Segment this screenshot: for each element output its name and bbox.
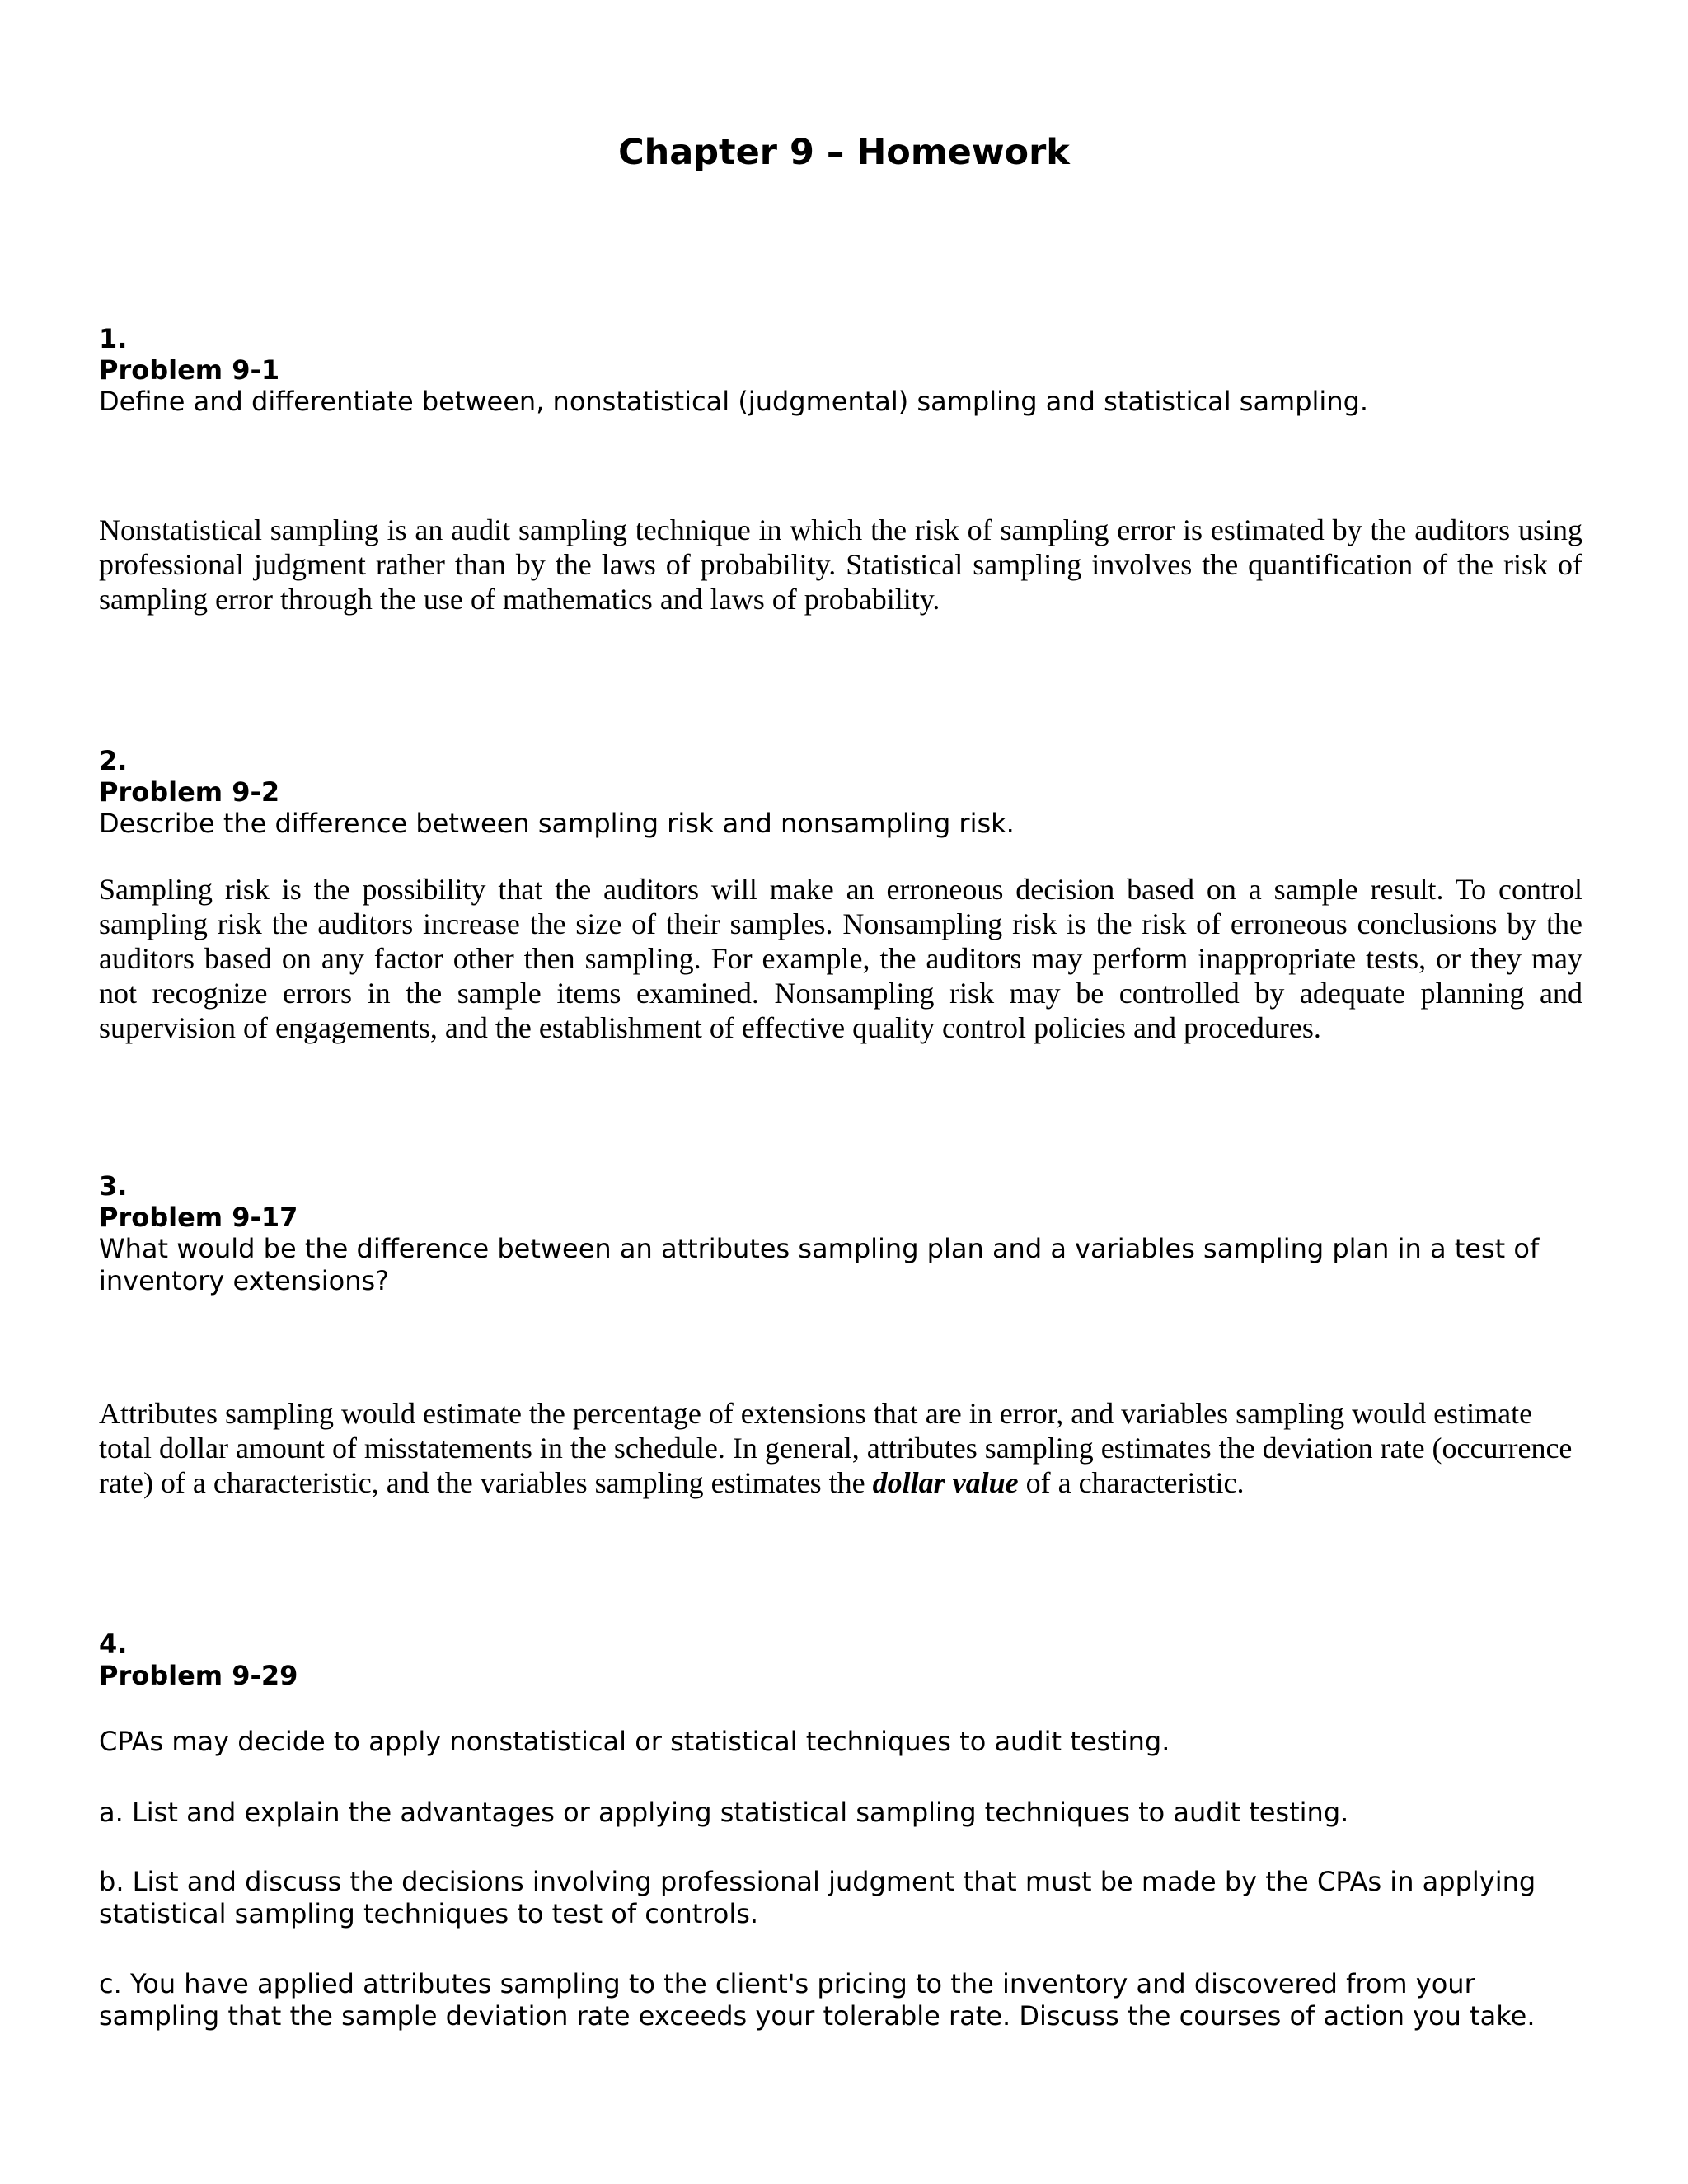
- question-number: 1.: [99, 323, 128, 354]
- question-text: Describe the difference between sampling risk and nonsampling risk.: [99, 808, 1015, 839]
- question-intro-text: CPAs may decide to apply nonstatistical or statistical techniques to audit testing.: [99, 1726, 1170, 1757]
- question-4-part-b: [99, 1866, 1582, 1930]
- question-4-intro: [99, 1726, 1582, 1758]
- question-text: Define and differentiate between, nonstatistical (judgmental) sampling and statistical sampling.: [99, 386, 1369, 417]
- question-number: 4.: [99, 1629, 128, 1660]
- answer-3: [99, 1396, 1582, 1500]
- question-number: 2.: [99, 745, 128, 776]
- answer-text: [99, 1396, 1582, 1500]
- question-1: [99, 323, 1582, 418]
- problem-label: Problem 9-2: [99, 776, 280, 808]
- question-text: What would be the difference between an attributes sampling plan and a variables sampling plan in a test of inventory extensions?: [99, 1233, 1540, 1296]
- answer-text-part1: Attributes sampling would estimate the percentage of extensions that are in error, and variables sampling would estimate total dollar amount of misstatements in the schedule. In general, attributes sampling estimates the deviation rate (occurrence rate) of a characteristic, and the variables sampling estimates the: [99, 1397, 1573, 1499]
- question-number: 3.: [99, 1170, 128, 1202]
- part-b-text: b. List and discuss the decisions involving professional judgment that must be made by the CPAs in applying statistical sampling techniques to test of controls.: [99, 1866, 1536, 1929]
- problem-label: Problem 9-1: [99, 354, 280, 386]
- part-c-text: c. You have applied attributes sampling to the client's pricing to the inventory and discovered from your sampling that the sample deviation rate exceeds your tolerable rate. Discuss the courses of action you take.: [99, 1968, 1536, 2032]
- problem-label: Problem 9-17: [99, 1202, 298, 1233]
- question-2: [99, 745, 1582, 840]
- answer-text: Nonstatistical sampling is an audit sampling technique in which the risk of sampling error is estimated by the auditors using professional judgment rather than by the laws of probability. Statistical sampling involves the quantification of the risk of sampling error through the use of mathematics and laws of probability.: [99, 513, 1582, 616]
- answer-text: Sampling risk is the possibility that the auditors will make an erroneous decision based on a sample result. To control sampling risk the auditors increase the size of their samples. Nonsampling risk is the risk of erroneous conclusions by the auditors based on any factor other then sampling. For example, the auditors may perform inappropriate tests, or they may not recognize errors in the sample items examined. Nonsampling risk may be controlled by adequate planning and supervision of engagements, and the establishment of effective quality control policies and procedures.: [99, 873, 1582, 1044]
- answer-emphasis: dollar value: [872, 1466, 1019, 1499]
- answer-text-part2: of a characteristic.: [1018, 1466, 1245, 1499]
- problem-label: Problem 9-29: [99, 1660, 298, 1691]
- page-title: Chapter 9 – Homework: [618, 132, 1070, 173]
- answer-2: [99, 872, 1582, 1045]
- question-4: [99, 1629, 1582, 1691]
- question-4-part-a: [99, 1797, 1582, 1829]
- question-3: [99, 1170, 1582, 1297]
- answer-1: [99, 513, 1582, 616]
- question-4-part-c: [99, 1968, 1582, 2032]
- part-a-text: a. List and explain the advantages or applying statistical sampling techniques to audit testing.: [99, 1797, 1349, 1828]
